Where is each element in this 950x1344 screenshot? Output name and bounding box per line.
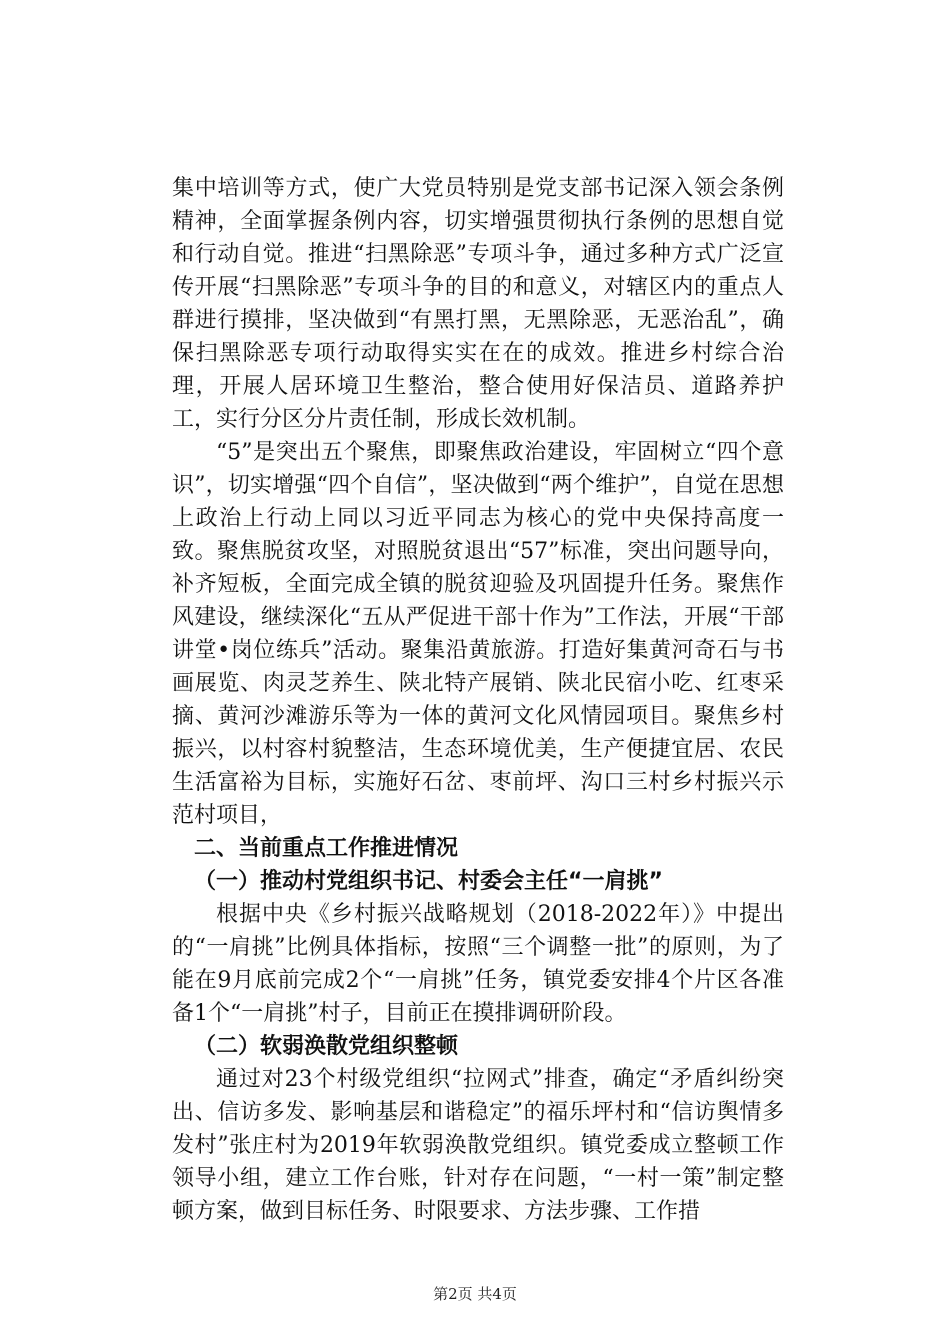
paragraph-rectification: 通过对23个村级党组织“拉网式”排查，确定“矛盾纠纷突出、信访多发、影响基层和谐稳定”的福乐坪村和“信访舆情多发村”张庄村为2019年软弱涣散党组织。镇党委成立整顿工作领导小组，建立工作台账，针对存在问题，“一村一策”制定整顿方案，做到目标任务、时限要求、方法步骤、工作措 [172,1067,784,1224]
subsection-heading-1: （一）推动村党组织书记、村委会主任“一肩挑” [194,869,663,894]
subsection-heading-2: （二）软弱涣散党组织整顿 [194,1034,459,1059]
page-footer: 第2页 共4页 [433,1285,517,1303]
paragraph-one-shoulder: 根据中央《乡村振兴战略规划（2018-2022年）》中提出的“一肩挑”比例具体指标，按照“三个调整一批”的原则，为了能在9月底前完成2个“一肩挑”任务，镇党委安排4个片区各准备1个“一肩挑”村子，目前正在摸排调研阶段。 [172,902,784,1026]
section-heading: 二、当前重点工作推进情况 [194,836,459,861]
paragraph-five-focuses: “5”是突出五个聚焦，即聚焦政治建设，牢固树立“四个意识”，切实增强“四个自信”，坚决做到“两个维护”，自觉在思想上政治上行动上同以习近平同志为核心的党中央保持高度一致。聚焦脱贫攻坚，对照脱贫退出“57”标准，突出问题导向，补齐短板，全面完成全镇的脱贫迎验及巩固提升任务。聚焦作风建设，继续深化“五从严促进干部十作为”工作法，开展“干部讲堂•岗位练兵”活动。聚集沿黄旅游。打造好集黄河奇石与书画展览、肉灵芝养生、陕北特产展销、陕北民宿小吃、红枣采摘、黄河沙滩游乐等为一体的黄河文化风情园项目。聚焦乡村振兴，以村容村貌整洁，生态环境优美，生产便捷宜居、农民生活富裕为目标，实施好石岔、枣前坪、沟口三村乡村振兴示范村项目， [172,440,784,828]
document-body [172,172,784,1228]
paragraph-continued: 集中培训等方式，使广大党员特别是党支部书记深入领会条例精神，全面掌握条例内容，切实增强贯彻执行条例的思想自觉和行动自觉。推进“扫黑除恶”专项斗争，通过多种方式广泛宣传开展“扫黑除恶”专项斗争的目的和意义，对辖区内的重点人群进行摸排，坚决做到“有黑打黑，无黑除恶，无恶治乱”，确保扫黑除恶专项行动取得实实在在的成效。推进乡村综合治理，开展人居环境卫生整治，整合使用好保洁员、道路养护工，实行分区分片责任制，形成长效机制。 [172,176,784,432]
